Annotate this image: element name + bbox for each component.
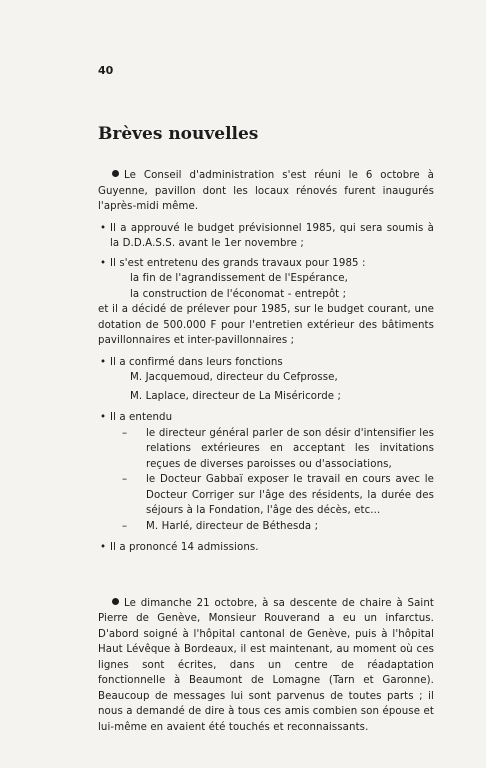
confirmation-laplace: M. Laplace, directeur de La Miséricorde ;: [130, 390, 342, 402]
entendu-directeur-text: le directeur général parler de son désir d'intensifier les relations extérieures en acceptant les invitations reçues de diverses paroisses ou d'associations,: [146, 427, 434, 470]
travaux-head: • Il s'est entretenu des grands travaux pour 1985 :: [110, 257, 366, 269]
travaux-sub1: la fin de l'agrandissement de l'Espérance,: [130, 273, 348, 284]
list-item-budget: • Il a approuvé le budget prévisionnel 1985, qui sera soumis à la D.D.A.S.S. avant le 1er novembre ;: [98, 221, 434, 252]
article-body: [98, 168, 434, 735]
list-item-admissions: • Il a prononcé 14 admissions.: [98, 540, 434, 556]
section2-text: Le dimanche 21 octobre, à sa descente de chaire à Saint Pierre de Genève, Monsieur Rouverand a eu un infarctus. D'abord soigné à l'hôpital cantonal de Genève, puis à l'hôpital Haut Lévêque à Bordeaux, il est maintenant, au moment où ces lignes sont écrites, dans un centre de réadaptation fonctionnelle à Beaumont de Lomagne (Tarn et Garonne). Beaucoup de messages lui sont parvenus de toutes parts ; il nous a demandé de dire à tous ces amis combien son épouse et lui-même en avaient été touchés et reconnaissants.: [98, 597, 434, 733]
entendu-harle: [110, 519, 434, 535]
page-number: 40: [98, 64, 114, 77]
section1-intro-text: Le Conseil d'administration s'est réuni le 6 octobre à Guyenne, pavillon dont les locaux rénovés furent inaugurés l'après-midi même.: [98, 170, 434, 212]
dash-mark: –: [122, 474, 128, 485]
travaux-tail: et il a décidé de prélever pour 1985, sur le budget courant, une dotation de 500.000 F pour l'entretien extérieur des bâtiments pavillonnaires et inter-pavillonnaires ;: [98, 304, 434, 346]
page-title: Brèves nouvelles: [98, 124, 259, 144]
entendu-directeur: [110, 426, 434, 473]
entendu-head: • Il a entendu: [110, 412, 173, 423]
section1-intro: [98, 168, 434, 215]
decisions-list: [98, 221, 434, 556]
list-item-travaux: [98, 256, 434, 349]
dash-mark: –: [122, 427, 128, 439]
entendu-gabbai-text: le Docteur Gabbaï exposer le travail en cours avec le Docteur Corriger sur l'âge des résidents, la durée des séjours à la Fondation, l'âge des décès, etc...: [146, 474, 434, 516]
entendu-harle-text: M. Harlé, directeur de Béthesda ;: [146, 520, 319, 532]
entendu-gabbai: [110, 472, 434, 519]
travaux-sub2: la construction de l'économat - entrepôt ;: [130, 288, 347, 300]
section2-paragraph: [98, 596, 434, 736]
confirmations-head: • Il a confirmé dans leurs fonctions: [110, 356, 283, 368]
dash-mark: –: [122, 520, 128, 532]
bullet-dot-icon: [112, 170, 119, 177]
list-item-entendu: [98, 410, 434, 534]
confirmation-jacquemoud: M. Jacquemoud, directeur du Cefprosse,: [130, 372, 338, 383]
list-item-confirmations: [98, 355, 434, 405]
bullet-dot-icon: [112, 598, 119, 605]
